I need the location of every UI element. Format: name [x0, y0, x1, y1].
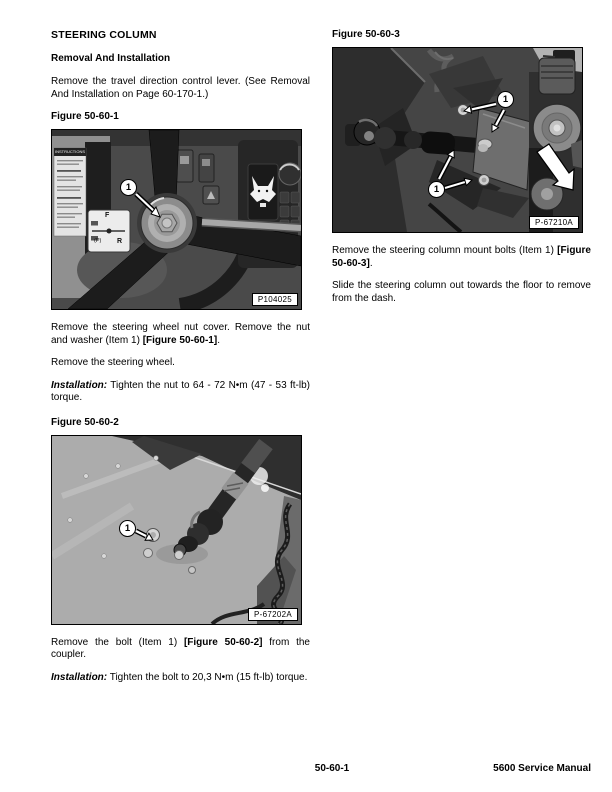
paragraph-mount-bolts	[332, 245, 591, 270]
footer-manual-name: 5600 Service Manual	[493, 763, 591, 774]
installation-label: Installation:	[51, 379, 108, 391]
paragraph-bolt	[51, 637, 310, 662]
callout-item-1: 1	[119, 520, 136, 537]
instructions-decal-text: INSTRUCTIONS	[55, 148, 85, 154]
paragraph-nut-text: Remove the steering wheel nut cover. Remove the nut and washer (Item 1)	[51, 322, 310, 346]
figure-3-label: Figure 50-60-3	[332, 29, 400, 40]
figure-2-photo	[51, 435, 302, 625]
installation-label: Installation:	[51, 671, 108, 683]
subsection-title: Removal And Installation	[51, 53, 171, 64]
figure-reference: [Figure 50-60-1]	[142, 334, 218, 346]
figure-reference: [Figure 50-60-3]	[332, 245, 591, 269]
callout-item-1-lower: 1	[428, 181, 445, 198]
paragraph-intro: Remove the travel direction control lever. (See Removal And Installation on Page 60-170-1.)	[51, 76, 310, 100]
steering-wheel-photo-illustration	[52, 130, 301, 309]
figure-2-label: Figure 50-60-2	[51, 416, 119, 428]
right-column	[332, 29, 591, 315]
left-column	[51, 29, 310, 694]
photo-id-label: P-67202A	[248, 608, 298, 621]
installation-nut-text: Tighten the nut to 64 - 72 N•m (47 - 53 ft-lb) torque.	[51, 379, 310, 403]
figure-3-photo	[332, 47, 583, 233]
paragraph-install-nut	[51, 380, 310, 405]
paragraph-bolt-end: from the coupler.	[51, 636, 310, 660]
decal-park-letter: (P)	[94, 238, 102, 244]
figure-reference: [Figure 50-60-2]	[183, 636, 263, 648]
footer-page-number: 50-60-1	[314, 763, 350, 774]
paragraph-mount-end: .	[369, 257, 373, 269]
steering-column-mount-photo-illustration	[333, 48, 582, 232]
callout-item-1-upper: 1	[497, 91, 514, 108]
figure-1-label: Figure 50-60-1	[51, 111, 119, 122]
decal-forward-letter: F	[105, 212, 110, 219]
photo-id-label: P-67210A	[529, 216, 579, 229]
paragraph-nut	[51, 322, 310, 347]
paragraph-slide: Slide the steering column out towards the floor to remove from the dash.	[332, 280, 591, 304]
figure-1-photo	[51, 129, 302, 310]
installation-bolt-text: Tighten the bolt to 20,3 N•m (15 ft-lb) torque.	[107, 671, 308, 683]
paragraph-wheel: Remove the steering wheel.	[51, 357, 175, 368]
paragraph-nut-end: .	[217, 334, 220, 346]
callout-item-1: 1	[120, 179, 137, 196]
decal-reverse-letter: R	[117, 238, 123, 245]
paragraph-install-bolt	[51, 672, 310, 685]
paragraph-mount-text: Remove the steering column mount bolts (Item 1)	[332, 245, 558, 256]
paragraph-bolt-text: Remove the bolt (Item 1)	[51, 636, 184, 648]
section-title: STEERING COLUMN	[51, 29, 157, 41]
photo-id-label: P104025	[252, 293, 298, 306]
coupler-photo-illustration	[52, 436, 301, 624]
